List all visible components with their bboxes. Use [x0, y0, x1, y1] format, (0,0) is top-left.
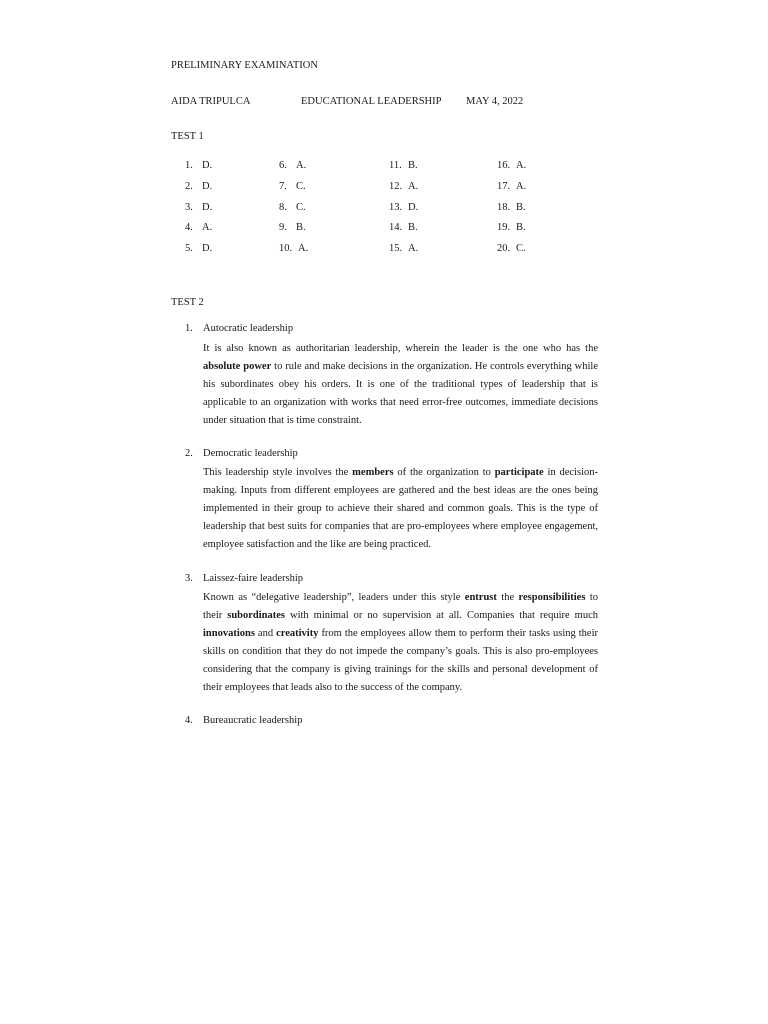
- answer-item: [497, 222, 526, 233]
- bold-term: absolute power: [203, 361, 272, 372]
- answer-choice: A.: [408, 243, 419, 254]
- essay-item-title: Democratic leadership: [203, 448, 298, 459]
- answer-choice: C.: [296, 181, 306, 192]
- answer-number: 6.: [279, 160, 287, 171]
- answer-item: [279, 181, 306, 192]
- answer-choice: A.: [516, 160, 527, 171]
- essay-item-title: Autocratic leadership: [203, 323, 294, 334]
- answer-item: [185, 160, 212, 171]
- answer-choice: B.: [296, 222, 306, 233]
- answer-choice: C.: [516, 243, 526, 254]
- essay-item-body: [203, 340, 598, 430]
- bold-term: responsibilities: [518, 592, 586, 603]
- answer-number: 20.: [497, 243, 511, 254]
- essay-item-number: 4.: [185, 715, 193, 726]
- answer-item: [389, 160, 418, 171]
- test1-label: TEST 1: [171, 131, 204, 142]
- answer-item: [279, 222, 306, 233]
- text-run: of the organization to: [393, 467, 495, 478]
- text-run: It is also known as authoritarian leadership, wherein the leader is the one who has the: [203, 343, 598, 354]
- answer-number: 4.: [185, 222, 193, 233]
- essay-item-body: [203, 464, 598, 554]
- answer-item: [185, 243, 212, 254]
- answer-number: 12.: [389, 181, 403, 192]
- answer-number: 15.: [389, 243, 403, 254]
- answer-choice: D.: [408, 202, 419, 213]
- essay-item-number: 2.: [185, 448, 193, 459]
- answer-item: [279, 202, 306, 213]
- essay-item-number: 1.: [185, 323, 193, 334]
- answer-choice: A.: [296, 160, 307, 171]
- test2-label: TEST 2: [171, 297, 204, 308]
- answer-number: 10.: [279, 243, 293, 254]
- bold-term: members: [352, 467, 394, 478]
- answer-number: 3.: [185, 202, 193, 213]
- answer-item: [279, 160, 306, 171]
- bold-term: creativity: [276, 628, 319, 639]
- answer-number: 7.: [279, 181, 287, 192]
- answer-choice: A.: [516, 181, 527, 192]
- answer-number: 13.: [389, 202, 403, 213]
- answer-number: 19.: [497, 222, 511, 233]
- answer-item: [279, 243, 308, 254]
- answer-item: [497, 181, 526, 192]
- answer-choice: D.: [202, 181, 213, 192]
- text-run: with minimal or no supervision at all. Companies that require much: [285, 610, 598, 621]
- text-run: This leadership style involves the: [203, 467, 353, 478]
- answer-item: [389, 202, 418, 213]
- text-run: to their: [203, 592, 598, 621]
- text-run: the: [496, 592, 519, 603]
- answer-item: [185, 222, 212, 233]
- answer-number: 11.: [389, 160, 402, 171]
- answer-number: 8.: [279, 202, 287, 213]
- answer-item: [389, 222, 418, 233]
- answer-choice: A.: [408, 181, 419, 192]
- student-name: AIDA TRIPULCA: [171, 96, 251, 107]
- answer-number: 16.: [497, 160, 511, 171]
- bold-term: innovations: [203, 628, 255, 639]
- text-run: and: [254, 628, 277, 639]
- answer-choice: B.: [516, 222, 526, 233]
- answer-item: [497, 243, 526, 254]
- answer-item: [185, 202, 212, 213]
- essay-item-title: Laissez-faire leadership: [203, 573, 303, 584]
- essay-item-body: [203, 589, 598, 697]
- subject-name: EDUCATIONAL LEADERSHIP: [301, 96, 442, 107]
- answer-number: 9.: [279, 222, 287, 233]
- answer-item: [185, 181, 212, 192]
- answer-choice: B.: [408, 160, 418, 171]
- answer-choice: D.: [202, 160, 213, 171]
- answer-number: 18.: [497, 202, 511, 213]
- text-run: in decision-making. Inputs from different employees are gathered and the best ideas are the ones being implemented in their group to achieve their shared and common goals. This is the type of leadership that best suits for companies that are pro-employees where employee engagement, employee satisfaction and the like are being practiced.: [203, 467, 599, 550]
- answer-item: [497, 202, 526, 213]
- text-run: Known as “delegative leadership”, leaders under this style: [203, 592, 465, 603]
- text-run: from the employees allow them to perform their tasks using their skills on condition that they do not impede the company’s goals. This is also pro-employees considering that the company is giving trainings for the skills and personal development of their employees that leads also to the success of the company.: [203, 628, 598, 693]
- answer-number: 14.: [389, 222, 403, 233]
- answer-number: 2.: [185, 181, 193, 192]
- answer-choice: D.: [202, 202, 213, 213]
- answer-number: 1.: [185, 160, 193, 171]
- answer-choice: B.: [516, 202, 526, 213]
- text-run: to rule and make decisions in the organization. He controls everything while his subordinates obey his orders. It is one of the traditional types of leadership that is applicable to an organization with works that need error-free outcomes, immediate decisions under situation that is time constraint.: [203, 361, 598, 426]
- answer-number: 5.: [185, 243, 193, 254]
- answer-choice: A.: [202, 222, 213, 233]
- essay-item-title: Bureaucratic leadership: [203, 715, 303, 726]
- answer-choice: B.: [408, 222, 418, 233]
- page-title: PRELIMINARY EXAMINATION: [171, 60, 318, 71]
- answer-number: 17.: [497, 181, 511, 192]
- answer-choice: A.: [298, 243, 309, 254]
- answer-choice: C.: [296, 202, 306, 213]
- answer-item: [497, 160, 526, 171]
- bold-term: subordinates: [227, 610, 285, 621]
- answer-choice: D.: [202, 243, 213, 254]
- answer-item: [389, 181, 418, 192]
- essay-item-number: 3.: [185, 573, 193, 584]
- exam-date: MAY 4, 2022: [466, 96, 524, 107]
- bold-term: entrust: [464, 592, 497, 603]
- bold-term: participate: [494, 467, 544, 478]
- answer-item: [389, 243, 418, 254]
